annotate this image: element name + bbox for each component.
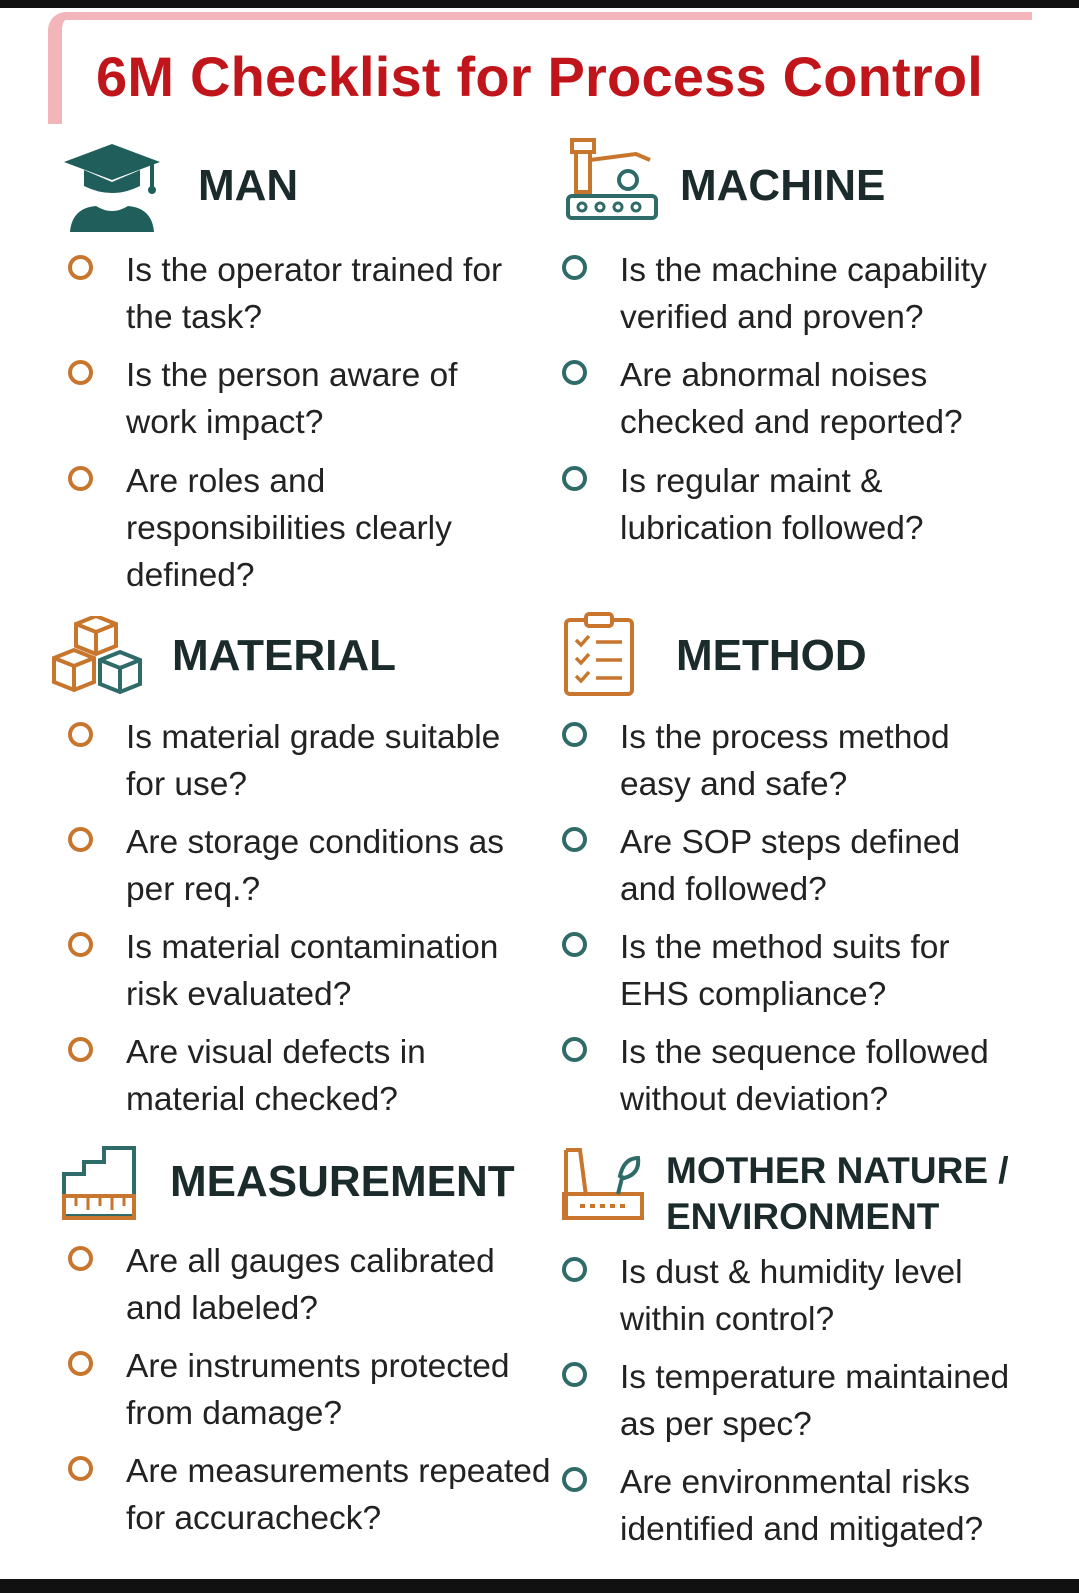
page-title: 6M Checklist for Process Control [96, 45, 984, 108]
checkbox-circle[interactable] [68, 1037, 93, 1062]
factory-environment-icon [562, 1146, 646, 1229]
checklist-item-text: Is the process method easy and safe? [620, 719, 950, 803]
checklist-item-text: Are measurements repeated for accuracheck? [126, 1453, 551, 1537]
checkbox-circle[interactable] [68, 722, 93, 747]
checklist-item-text: Are environmental risks identified and mitigated? [620, 1464, 984, 1548]
graduation-cap-icon [62, 142, 162, 239]
checkbox-circle[interactable] [562, 466, 587, 491]
category-title-environment-line2: ENVIRONMENT [666, 1196, 940, 1237]
checklist-item-text: Are storage conditions as per req.? [126, 824, 505, 908]
checklist-item-text: Is the person aware of work impact? [126, 357, 458, 441]
checklist-item-text: Is the method suits for EHS compliance? [620, 929, 950, 1013]
checklist-item-text: Is material grade suitable for use? [126, 719, 501, 803]
category-title-material: MATERIAL [172, 631, 397, 680]
category-title-environment [666, 1148, 1009, 1240]
checkbox-circle[interactable] [68, 827, 93, 852]
checkbox-circle[interactable] [562, 360, 587, 385]
measurement-gauge-icon [60, 1144, 140, 1229]
checkbox-circle[interactable] [562, 1362, 587, 1387]
checklist-item-text: Is the sequence followed without deviation? [620, 1034, 989, 1118]
boxes-icon [50, 616, 146, 703]
checklist-item-text: Are all gauges calibrated and labeled? [126, 1243, 495, 1327]
clipboard-checklist-icon [562, 612, 638, 703]
checklist-item-text: Are abnormal noises checked and reported? [620, 357, 963, 441]
top-border [0, 0, 1079, 8]
checklist-item-text: Is the machine capability verified and proven? [620, 252, 987, 336]
checkbox-circle[interactable] [562, 1467, 587, 1492]
category-title-environment-line1: MOTHER NATURE / [666, 1150, 1009, 1191]
checkbox-circle[interactable] [562, 827, 587, 852]
checklist-item-text: Is the operator trained for the task? [126, 252, 503, 336]
checklist-item-text: Are instruments protected from damage? [126, 1348, 510, 1432]
factory-machine-icon [566, 138, 658, 231]
checklist-item-text: Is temperature maintained as per spec? [620, 1359, 1010, 1443]
checkbox-circle[interactable] [68, 1351, 93, 1376]
checkbox-circle[interactable] [562, 722, 587, 747]
checkbox-circle[interactable] [68, 1246, 93, 1271]
checklist-item-text: Are roles and responsibilities clearly defined? [126, 463, 452, 594]
checkbox-circle[interactable] [562, 1037, 587, 1062]
checkbox-circle[interactable] [68, 1456, 93, 1481]
checkbox-circle[interactable] [562, 255, 587, 280]
checkbox-circle[interactable] [68, 255, 93, 280]
category-title-measurement: MEASUREMENT [170, 1157, 515, 1206]
checkbox-circle[interactable] [68, 466, 93, 491]
checkbox-circle[interactable] [68, 360, 93, 385]
checkbox-circle[interactable] [562, 1257, 587, 1282]
bottom-border [0, 1579, 1079, 1593]
checklist-item-text: Is regular maint & lubrication followed? [620, 463, 924, 547]
checklist-item-text: Is material contamination risk evaluated? [126, 929, 499, 1013]
category-title-machine: MACHINE [680, 161, 886, 210]
checklist-item-text: Are SOP steps defined and followed? [620, 824, 961, 908]
category-title-method: METHOD [676, 631, 867, 680]
checklist-item-text: Is dust & humidity level within control? [620, 1254, 963, 1338]
checkbox-circle[interactable] [562, 932, 587, 957]
category-title-man: MAN [198, 161, 299, 210]
checkbox-circle[interactable] [68, 932, 93, 957]
checklist-item-text: Are visual defects in material checked? [126, 1034, 426, 1118]
